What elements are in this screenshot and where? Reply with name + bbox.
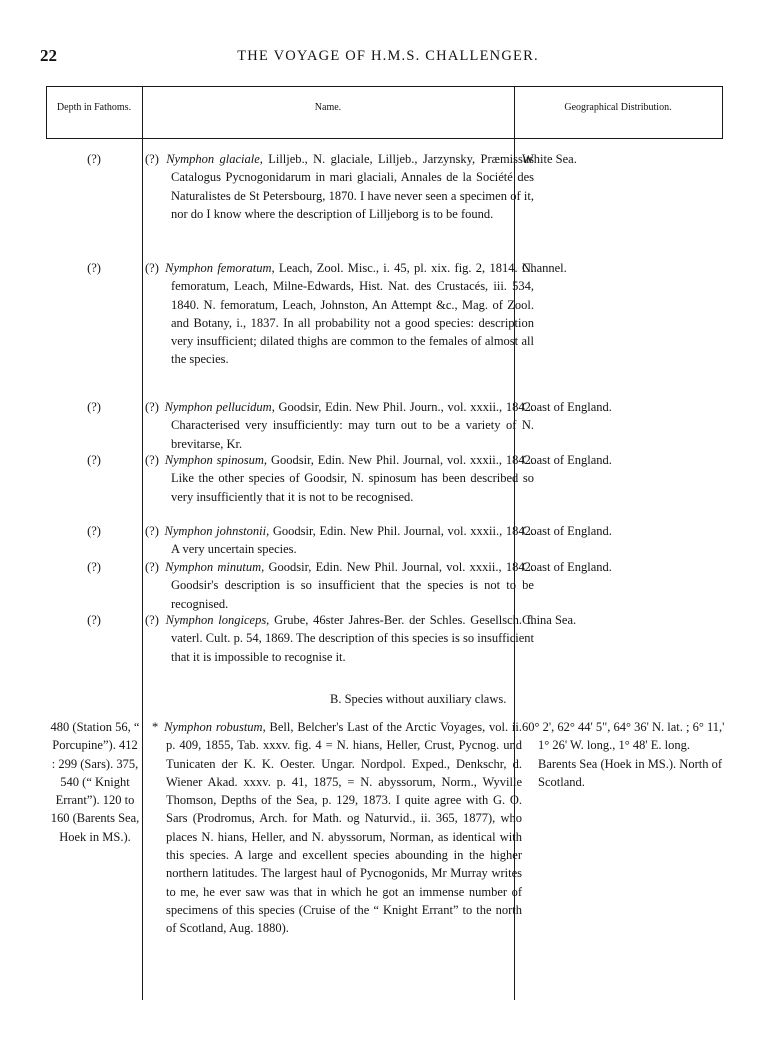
distribution-cell: White Sea. <box>522 152 577 166</box>
species-description: Lilljeb., N. glaciale, Lilljeb., Jarzynsky, Præmissus Catalogus Pycnogonidarum in mari glaciali, Annales de la Société des Naturalistes de St Petersbourg, 1870. I have never seen a specimen of it, nor do I know where the description of Lilljeborg is to be found. <box>171 152 534 221</box>
species-name: Nymphon spinosum, <box>164 453 268 467</box>
entry-prefix: (?) <box>145 560 159 574</box>
column-header-depth: Depth in Fathoms. <box>56 102 132 113</box>
distribution-cell: Coast of England. <box>522 400 612 414</box>
distribution-cell: Channel. <box>522 261 567 275</box>
column-header-distribution: Geographical Distribution. <box>564 102 672 113</box>
species-description: Goodsir, Edin. New Phil. Journ., vol. xxxii., 1842. Characterised very insufficiently: may turn out to be a variety of N. brevitarse, Kr. <box>171 400 534 451</box>
entry-prefix: * <box>152 720 159 734</box>
table-top-rule <box>46 86 722 87</box>
species-entry <box>145 259 534 369</box>
depth-cell: (?) <box>87 453 101 467</box>
species-description: Grube, 46ster Jahres-Ber. der Schles. Gesellsch. f. vaterl. Cult. p. 54, 1869. The description of this species is so insufficient that it is impossible to recognise it. <box>171 613 535 664</box>
depth-cell: (?) <box>87 400 101 414</box>
species-description: Goodsir, Edin. New Phil. Journal, vol. xxxii., 1842. Like the other species of Goodsir, N. spinosum has been described so very insufficiently that it is not to be recognised. <box>171 453 535 504</box>
running-header <box>40 46 736 70</box>
species-entry <box>152 718 522 938</box>
species-description: Leach, Zool. Misc., i. 45, pl. xix. fig. 2, 1814. N. femoratum, Leach, Milne-Edwards, Hist. Nat. des Crustacés, iii. 534, 1840. N. femoratum, Leach, Johnston, An Attempt &c., Mag. of Zool. and Botany, i., 1837. In all probability not a good species: description very insufficient; dilated thighs are common to the females of almost all the species. <box>171 261 534 367</box>
entry-prefix: (?) <box>145 524 159 538</box>
column-header-name: Name. <box>314 102 342 113</box>
distribution-cell: Coast of England. <box>522 524 612 538</box>
table-header-rule <box>46 138 722 139</box>
table-right-rule <box>722 86 723 139</box>
species-name: Nymphon longiceps, <box>165 613 270 627</box>
species-name: Nymphon glaciale, <box>166 152 263 166</box>
depth-cell: (?) <box>87 261 101 275</box>
species-name: Nymphon robustum, <box>164 720 266 734</box>
species-entry <box>145 558 534 613</box>
species-entry <box>145 451 534 506</box>
distribution-cell: Coast of England. <box>522 453 612 467</box>
species-entry <box>145 398 534 453</box>
distribution-cell: China Sea. <box>522 613 577 627</box>
section-heading: B. Species without auxiliary claws. <box>330 692 507 706</box>
species-name: Nymphon femoratum, <box>165 261 275 275</box>
depth-cell: 480 (Station 56, “ Porcupine”). 412 : 299 (Sars). 375, 540 (“ Knight Errant”). 120 to 160 (Barents Sea, Hoek in MS.). <box>50 720 140 844</box>
species-description: Bell, Belcher's Last of the Arctic Voyages, vol. ii. p. 409, 1855, Tab. xxxv. fig. 4 = N. hians, Heller, Crust, Pycnog. und Tunicaten der K. K. Oester. Ungar. Nordpol. Exped., Denkschr, d. Wiener Akad. xxxv. p. 41, 1875, = N. abyssorum, Norm., Wyville Thomson, Depths of the Sea, p. 129, 1873. I quite agree with G. O. Sars (Prodromus, Arch. for Math. og Naturvid., ii. 365, 1877), who places N. hians, Heller, and N. abyssorum, Norman, as identical with this species. A large and excellent species abounding in the higher northern latitudes. The largest haul of Pycnogonids, Mr Murray writes to me, he ever saw was that in which he got an immense number of specimens of this species (Cruise of the “ Knight Errant” to the north of Scotland, Aug. 1880). <box>166 720 523 936</box>
species-name: Nymphon pellucidum, <box>164 400 275 414</box>
distribution-cell: Coast of England. <box>522 560 612 574</box>
species-description: Goodsir, Edin. New Phil. Journal, vol. xxxii., 1842. Goodsir's description is so insufficient that the species is not to be recognised. <box>171 560 535 611</box>
depth-cell: (?) <box>87 152 101 166</box>
species-entry <box>145 611 534 666</box>
page-number: 22 <box>40 46 57 65</box>
species-description: Goodsir, Edin. New Phil. Journal, vol. xxxii., 1842. A very uncertain species. <box>171 524 535 557</box>
entry-prefix: (?) <box>145 261 159 275</box>
depth-cell: (?) <box>87 613 101 627</box>
species-entry <box>145 522 534 559</box>
depth-cell: (?) <box>87 524 101 538</box>
species-name: Nymphon johnstonii, <box>164 524 270 538</box>
entry-prefix: (?) <box>145 453 159 467</box>
entry-prefix: (?) <box>145 152 159 166</box>
species-name: Nymphon minutum, <box>165 560 265 574</box>
column-divider-1 <box>142 86 143 1000</box>
entry-prefix: (?) <box>145 613 159 627</box>
distribution-cell: 60° 2', 62° 44' 5", 64° 36' N. lat. ; 6° 11,' 1° 26' W. long., 1° 48' E. long. Barents Sea (Hoek in MS.). North of Scotland. <box>522 720 725 789</box>
depth-cell: (?) <box>87 560 101 574</box>
species-entry <box>145 150 534 223</box>
running-title: THE VOYAGE OF H.M.S. CHALLENGER. <box>237 48 539 64</box>
entry-prefix: (?) <box>145 400 159 414</box>
